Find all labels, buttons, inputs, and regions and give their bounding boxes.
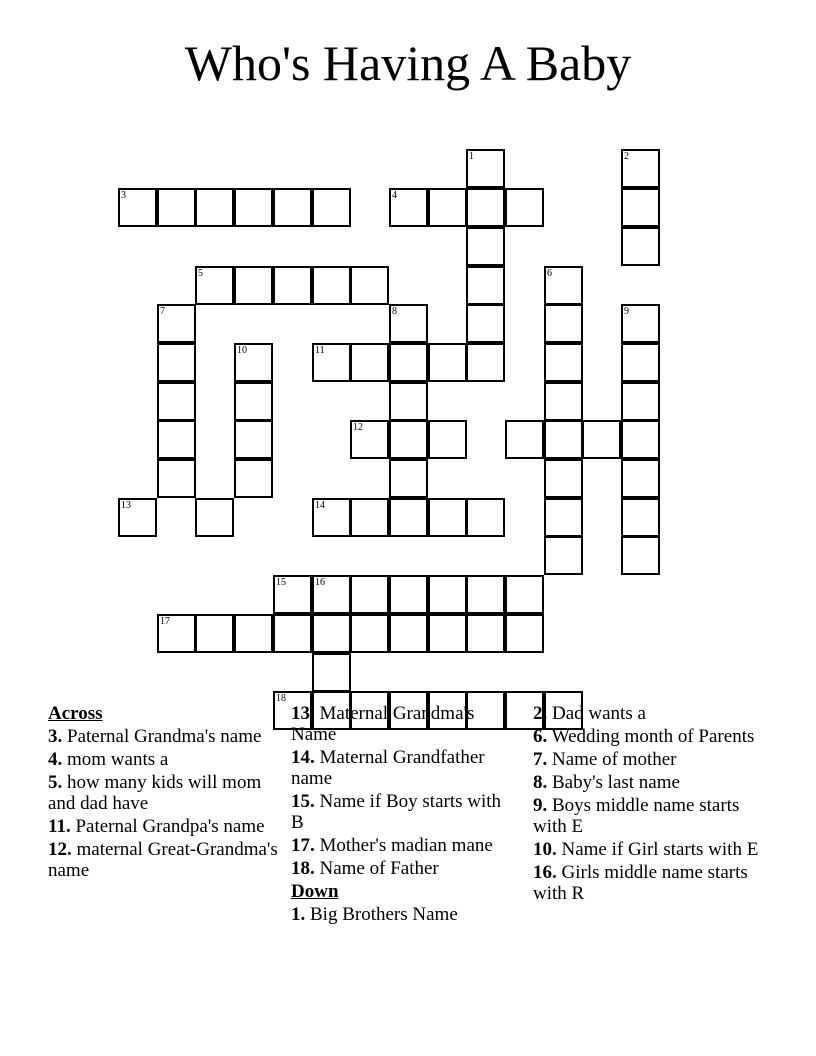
- down-heading: Down: [291, 881, 339, 902]
- clue-number: 2.: [533, 703, 548, 724]
- clue-number: 8.: [533, 772, 548, 793]
- grid-cell[interactable]: [312, 498, 351, 537]
- grid-cell[interactable]: [312, 266, 351, 305]
- clue-across-15: [291, 791, 516, 833]
- grid-cell[interactable]: [312, 575, 351, 614]
- grid-cell[interactable]: [234, 188, 273, 227]
- clue-number: 5.: [48, 772, 63, 793]
- grid-cell[interactable]: [466, 343, 505, 382]
- grid-cell[interactable]: [544, 343, 583, 382]
- grid-cell[interactable]: [157, 420, 196, 459]
- grid-cell[interactable]: [234, 266, 273, 305]
- clue-across-18: [291, 858, 516, 879]
- grid-cell[interactable]: [350, 266, 389, 305]
- clue-column-3: [533, 703, 768, 906]
- grid-cell[interactable]: [505, 614, 544, 653]
- grid-cell[interactable]: [466, 149, 505, 188]
- clue-text: Mother's madian mane: [319, 835, 493, 856]
- clue-down-16: [533, 862, 768, 904]
- clue-number: 7.: [533, 749, 548, 770]
- clue-across-13: [291, 703, 516, 745]
- clue-text: Maternal Grandma's Name: [291, 703, 475, 745]
- grid-cell[interactable]: [234, 420, 273, 459]
- grid-cell[interactable]: [544, 382, 583, 421]
- grid-cell[interactable]: [544, 459, 583, 498]
- clue-number-label: 15: [276, 577, 286, 588]
- grid-cell[interactable]: [273, 188, 312, 227]
- grid-cell[interactable]: [195, 188, 234, 227]
- clue-down-2: [533, 703, 768, 724]
- clue-text: how many kids will mom and dad have: [48, 772, 262, 814]
- grid-cell[interactable]: [350, 498, 389, 537]
- grid-cell[interactable]: [157, 343, 196, 382]
- grid-cell[interactable]: [466, 498, 505, 537]
- grid-cell[interactable]: [273, 614, 312, 653]
- grid-cell[interactable]: [157, 188, 196, 227]
- grid-cell[interactable]: [428, 420, 467, 459]
- grid-cell[interactable]: [428, 614, 467, 653]
- clue-column-2: [291, 703, 516, 927]
- grid-cell[interactable]: [234, 343, 273, 382]
- grid-cell[interactable]: [312, 343, 351, 382]
- clue-number: 6.: [533, 726, 548, 747]
- grid-cell[interactable]: [273, 266, 312, 305]
- puzzle-title: Who's Having A Baby: [184, 35, 632, 91]
- clue-down-6: [533, 726, 768, 747]
- grid-cell[interactable]: [428, 343, 467, 382]
- grid-cell[interactable]: [389, 343, 428, 382]
- grid-cell[interactable]: [544, 420, 583, 459]
- grid-cell[interactable]: [195, 614, 234, 653]
- clue-text: Big Brothers Name: [310, 904, 458, 925]
- clue-down-7: [533, 749, 768, 770]
- grid-cell[interactable]: [234, 614, 273, 653]
- grid-cell[interactable]: [312, 614, 351, 653]
- grid-cell[interactable]: [312, 653, 351, 692]
- grid-cell[interactable]: [389, 614, 428, 653]
- clue-number-label: 14: [315, 500, 325, 511]
- clue-number: 1.: [291, 904, 306, 925]
- grid-cell[interactable]: [621, 459, 660, 498]
- clue-text: Name if Girl starts with E: [561, 839, 759, 860]
- clue-down-9: [533, 795, 768, 837]
- clue-number-label: 7: [160, 306, 165, 317]
- clue-number: 13.: [291, 703, 315, 724]
- clue-text: Boys middle name starts with E: [533, 795, 740, 837]
- grid-cell[interactable]: [466, 575, 505, 614]
- clue-text: Dad wants a: [552, 703, 646, 724]
- clue-across-14: [291, 747, 516, 789]
- grid-cell[interactable]: [389, 382, 428, 421]
- grid-cell[interactable]: [350, 614, 389, 653]
- clue-text: maternal Great-Grandma's name: [48, 839, 278, 881]
- grid-cell[interactable]: [428, 498, 467, 537]
- grid-cell[interactable]: [466, 266, 505, 305]
- clue-across-5: [48, 772, 278, 814]
- clue-number-label: 8: [392, 306, 397, 317]
- clue-text: Paternal Grandpa's name: [75, 816, 265, 837]
- grid-cell[interactable]: [157, 304, 196, 343]
- grid-cell[interactable]: [234, 459, 273, 498]
- grid-cell[interactable]: [312, 188, 351, 227]
- grid-cell[interactable]: [621, 498, 660, 537]
- grid-cell[interactable]: [157, 382, 196, 421]
- clue-across-3: [48, 726, 278, 747]
- clue-across-17: [291, 835, 516, 856]
- clue-number-label: 18: [276, 693, 286, 704]
- clue-text: Girls middle name starts with R: [533, 862, 748, 904]
- grid-cell[interactable]: [621, 343, 660, 382]
- grid-cell[interactable]: [389, 188, 428, 227]
- clue-number: 17.: [291, 835, 315, 856]
- grid-cell[interactable]: [350, 420, 389, 459]
- clue-number: 14.: [291, 747, 315, 768]
- clue-text: mom wants a: [67, 749, 169, 770]
- grid-cell[interactable]: [621, 227, 660, 266]
- clue-number-label: 16: [315, 577, 325, 588]
- clue-number: 16.: [533, 862, 557, 883]
- grid-cell[interactable]: [582, 420, 621, 459]
- grid-cell[interactable]: [157, 614, 196, 653]
- grid-cell[interactable]: [389, 575, 428, 614]
- clue-down-10: [533, 839, 768, 860]
- clue-number: 3.: [48, 726, 63, 747]
- grid-cell[interactable]: [621, 420, 660, 459]
- grid-cell[interactable]: [273, 575, 312, 614]
- clue-text: Paternal Grandma's name: [67, 726, 262, 747]
- grid-cell[interactable]: [389, 304, 428, 343]
- clue-number-label: 9: [624, 306, 629, 317]
- grid-cell[interactable]: [350, 343, 389, 382]
- grid-cell[interactable]: [195, 266, 234, 305]
- grid-cell[interactable]: [466, 227, 505, 266]
- clue-number: 15.: [291, 791, 315, 812]
- clue-number-label: 2: [624, 151, 629, 162]
- across-heading: Across: [48, 703, 103, 724]
- grid-cell[interactable]: [621, 149, 660, 188]
- clue-number: 10.: [533, 839, 557, 860]
- grid-cell[interactable]: [505, 420, 544, 459]
- clue-number-label: 11: [315, 345, 325, 356]
- clue-down-8: [533, 772, 768, 793]
- grid-cell[interactable]: [544, 304, 583, 343]
- grid-cell[interactable]: [234, 382, 273, 421]
- grid-cell[interactable]: [621, 382, 660, 421]
- clue-text: Name of Father: [319, 858, 439, 879]
- grid-cell[interactable]: [621, 536, 660, 575]
- clue-number-label: 5: [198, 268, 203, 279]
- grid-cell[interactable]: [621, 304, 660, 343]
- grid-cell[interactable]: [505, 575, 544, 614]
- clue-number-label: 13: [121, 500, 131, 511]
- clue-number-label: 12: [353, 422, 363, 433]
- grid-cell[interactable]: [621, 188, 660, 227]
- grid-cell[interactable]: [428, 575, 467, 614]
- grid-cell[interactable]: [466, 614, 505, 653]
- clue-number: 12.: [48, 839, 72, 860]
- clue-across-4: [48, 749, 278, 770]
- grid-cell[interactable]: [544, 536, 583, 575]
- grid-cell[interactable]: [118, 498, 157, 537]
- grid-cell[interactable]: [544, 266, 583, 305]
- grid-cell[interactable]: [466, 188, 505, 227]
- clue-number: 18.: [291, 858, 315, 879]
- clue-text: Wedding month of Parents: [551, 726, 755, 747]
- clue-number-label: 17: [160, 616, 170, 627]
- clue-number-label: 10: [237, 345, 247, 356]
- clue-number-label: 4: [392, 190, 397, 201]
- clue-column-1: [48, 703, 278, 883]
- grid-cell[interactable]: [350, 575, 389, 614]
- clue-number: 4.: [48, 749, 63, 770]
- clue-text: Maternal Grandfather name: [291, 747, 485, 789]
- grid-cell[interactable]: [195, 498, 234, 537]
- grid-cell[interactable]: [118, 188, 157, 227]
- clue-number-label: 3: [121, 190, 126, 201]
- grid-cell[interactable]: [389, 420, 428, 459]
- clue-across-12: [48, 839, 278, 881]
- clue-text: Name if Boy starts with B: [291, 791, 502, 833]
- clue-number-label: 1: [469, 151, 474, 162]
- grid-cell[interactable]: [466, 304, 505, 343]
- grid-cell[interactable]: [505, 188, 544, 227]
- clue-number: 9.: [533, 795, 548, 816]
- grid-cell[interactable]: [428, 188, 467, 227]
- clue-down-1: [291, 904, 516, 925]
- clue-text: Name of mother: [552, 749, 677, 770]
- clue-number: 11.: [48, 816, 71, 837]
- clue-text: Baby's last name: [552, 772, 680, 793]
- grid-cell[interactable]: [157, 459, 196, 498]
- clue-number-label: 6: [547, 268, 552, 279]
- grid-cell[interactable]: [544, 498, 583, 537]
- grid-cell[interactable]: [389, 498, 428, 537]
- clue-across-11: [48, 816, 278, 837]
- grid-cell[interactable]: [389, 459, 428, 498]
